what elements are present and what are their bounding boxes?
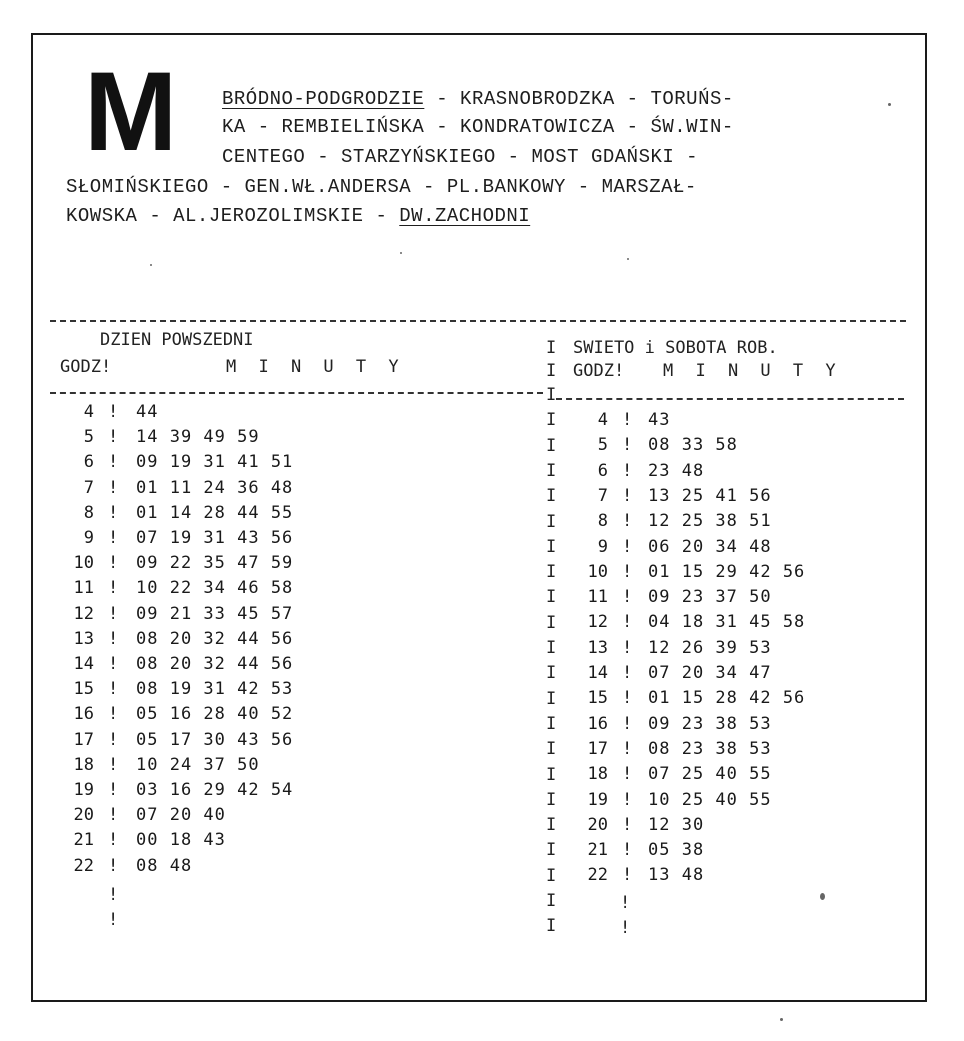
separator-bang: ! <box>108 502 119 523</box>
hour-cell: 14 <box>587 663 608 683</box>
hour-cell: 14 <box>73 654 94 674</box>
column-divider-mark: I <box>546 638 557 658</box>
column-divider-mark: I <box>546 536 557 557</box>
separator-bang: ! <box>108 805 119 826</box>
separator-bang: ! <box>108 855 119 876</box>
column-divider-mark: I <box>546 460 557 481</box>
weekday-title: DZIEN POWSZEDNI <box>100 330 254 350</box>
minutes-cell: 13 25 41 56 <box>648 485 772 506</box>
minutes-cell: 05 17 30 43 56 <box>136 729 294 750</box>
minutes-cell: 10 22 34 46 58 <box>136 578 294 599</box>
hour-cell: 10 <box>73 553 94 574</box>
separator-bang: ! <box>622 865 633 886</box>
minutes-cell: 09 21 33 45 57 <box>136 603 294 624</box>
minutes-cell: 07 25 40 55 <box>648 764 772 785</box>
column-divider-mark: I <box>546 891 557 911</box>
separator-bang: ! <box>108 830 119 851</box>
minutes-cell: 01 14 28 44 55 <box>136 502 294 523</box>
hour-cell: 19 <box>587 789 608 810</box>
hour-cell: 8 <box>83 502 94 523</box>
separator-bang: ! <box>622 688 633 709</box>
minutes-cell: 08 48 <box>136 855 193 876</box>
column-divider-mark: I <box>546 789 557 810</box>
route-start-stop: BRÓDNO-PODGRODZIE <box>222 88 425 110</box>
route-line-2: KA - REMBIELIŃSKA - KONDRATOWICZA - ŚW.WIN- <box>222 116 734 138</box>
minutes-cell: 43 <box>648 410 671 430</box>
hour-cell: 7 <box>597 485 608 506</box>
line-letter: M <box>84 49 176 174</box>
hour-cell: 17 <box>73 729 94 750</box>
minutes-cell: 13 48 <box>648 865 705 886</box>
minutes-cell: 14 39 49 59 <box>136 427 260 448</box>
column-divider-mark: I <box>546 511 557 532</box>
column-divider-mark: I <box>546 385 557 405</box>
separator-bang: ! <box>622 612 633 633</box>
minutes-cell: 09 23 38 53 <box>648 713 772 734</box>
hour-cell: 5 <box>83 427 94 448</box>
paper-speck <box>888 103 891 106</box>
hour-cell: 11 <box>587 587 608 608</box>
column-divider-mark: I <box>546 612 557 633</box>
separator-bang: ! <box>622 460 633 481</box>
column-divider-mark: I <box>546 916 557 937</box>
minutes-cell: 10 24 37 50 <box>136 754 260 775</box>
minutes-cell: 09 23 37 50 <box>648 587 772 608</box>
column-divider-mark: I <box>546 739 557 760</box>
hour-cell: 19 <box>73 780 94 800</box>
minutes-cell: 08 23 38 53 <box>648 738 772 759</box>
hour-cell: 9 <box>83 528 94 548</box>
separator-bang: ! <box>108 477 119 498</box>
minutes-cell: 01 11 24 36 48 <box>136 477 294 498</box>
separator-bang: ! <box>108 780 119 800</box>
separator-bang: ! <box>622 663 633 683</box>
minutes-cell: 07 20 34 47 <box>648 663 772 683</box>
separator-bang: ! <box>108 679 119 700</box>
holiday-tail-bang-2: ! <box>620 918 631 938</box>
route-line-5-start: KOWSKA - AL.JEROZOLIMSKIE - <box>66 205 400 227</box>
separator-bang: ! <box>108 528 119 548</box>
route-end-stop: DW.ZACHODNI <box>399 205 531 227</box>
column-divider-mark: I <box>546 865 557 886</box>
minutes-cell: 00 18 43 <box>136 830 226 851</box>
hour-cell: 18 <box>73 754 94 775</box>
holiday-minutes-label: M I N U T Y <box>663 361 842 381</box>
separator-bang: ! <box>622 764 633 785</box>
holiday-title: SWIETO i SOBOTA ROB. <box>573 338 778 358</box>
weekday-tail-bang-1: ! <box>108 885 119 905</box>
column-divider-mark: I <box>546 663 557 684</box>
separator-bang: ! <box>108 402 119 422</box>
minutes-cell: 01 15 28 42 56 <box>648 688 806 709</box>
minutes-cell: 08 33 58 <box>648 435 738 456</box>
separator-bang: ! <box>108 628 119 649</box>
minutes-cell: 09 19 31 41 51 <box>136 452 294 473</box>
minutes-cell: 12 30 <box>648 814 705 835</box>
minutes-cell: 44 <box>136 402 159 422</box>
separator-bang: ! <box>108 553 119 574</box>
separator-bang: ! <box>622 840 633 861</box>
hour-cell: 13 <box>73 628 94 649</box>
hour-cell: 11 <box>73 578 94 599</box>
minutes-cell: 03 16 29 42 54 <box>136 780 294 800</box>
separator-bang: ! <box>108 729 119 750</box>
column-divider-mark: I <box>546 486 557 507</box>
separator-bang: ! <box>622 410 633 430</box>
hour-cell: 6 <box>597 460 608 481</box>
header-bar-2: I <box>546 361 557 381</box>
column-divider-mark: I <box>546 713 557 734</box>
hour-cell: 18 <box>587 764 608 785</box>
minutes-cell: 10 25 40 55 <box>648 789 772 810</box>
separator-bang: ! <box>622 435 633 456</box>
route-line-3: CENTEGO - STARZYŃSKIEGO - MOST GDAŃSKI - <box>222 146 699 168</box>
hour-cell: 8 <box>597 511 608 532</box>
minutes-cell: 09 22 35 47 59 <box>136 553 294 574</box>
route-line-1 <box>222 88 734 110</box>
hour-cell: 20 <box>73 805 94 826</box>
hour-cell: 20 <box>587 814 608 835</box>
paper-speck <box>627 258 629 260</box>
separator-bang: ! <box>622 587 633 608</box>
separator-bang: ! <box>108 578 119 599</box>
separator-bang: ! <box>108 704 119 725</box>
separator-bang: ! <box>108 603 119 624</box>
holiday-tail-bang-1: ! <box>620 893 631 913</box>
separator-bang: ! <box>108 654 119 674</box>
hour-cell: 22 <box>587 865 608 886</box>
weekday-hour-label: GODZ! <box>60 357 112 377</box>
minutes-cell: 23 48 <box>648 460 705 481</box>
weekday-tail-bang-2: ! <box>108 910 119 930</box>
hour-cell: 21 <box>73 830 94 851</box>
column-divider-mark: I <box>546 435 557 456</box>
weekday-dashed-rule <box>50 392 543 394</box>
minutes-cell: 05 16 28 40 52 <box>136 704 294 725</box>
hour-cell: 4 <box>83 402 94 422</box>
separator-bang: ! <box>108 452 119 473</box>
hour-cell: 12 <box>587 612 608 633</box>
separator-bang: ! <box>622 485 633 506</box>
separator-bang: ! <box>622 637 633 658</box>
hour-cell: 9 <box>597 536 608 557</box>
minutes-cell: 04 18 31 45 58 <box>648 612 806 633</box>
column-divider-mark: I <box>546 688 557 709</box>
paper-speck <box>400 252 402 254</box>
minutes-cell: 07 20 40 <box>136 805 226 826</box>
column-divider-mark: I <box>546 815 557 836</box>
header-bar-1: I <box>546 338 557 358</box>
minutes-cell: 05 38 <box>648 840 705 861</box>
paper-speck <box>820 893 825 900</box>
column-divider-mark: I <box>546 587 557 608</box>
separator-bang: ! <box>108 427 119 448</box>
hour-cell: 22 <box>73 855 94 876</box>
separator-bang: ! <box>622 789 633 810</box>
paper-speck <box>150 264 152 266</box>
minutes-cell: 08 20 32 44 56 <box>136 654 294 674</box>
separator-bang: ! <box>622 713 633 734</box>
hour-cell: 17 <box>587 738 608 759</box>
hour-cell: 15 <box>73 679 94 700</box>
route-line-1-rest: - KRASNOBRODZKA - TORUŃS- <box>424 88 734 110</box>
hour-cell: 21 <box>587 840 608 861</box>
hour-cell: 10 <box>587 561 608 582</box>
column-divider-mark: I <box>546 840 557 861</box>
separator-bang: ! <box>622 814 633 835</box>
hour-cell: 6 <box>83 452 94 473</box>
hour-cell: 13 <box>587 637 608 658</box>
minutes-cell: 12 25 38 51 <box>648 511 772 532</box>
paper-speck <box>780 1018 783 1021</box>
hour-cell: 16 <box>73 704 94 725</box>
separator-bang: ! <box>108 754 119 775</box>
separator-bang: ! <box>622 536 633 557</box>
holiday-hour-label: GODZ! <box>573 361 625 381</box>
column-divider-mark: I <box>546 410 557 431</box>
hour-cell: 12 <box>73 603 94 624</box>
weekday-minutes-label: M I N U T Y <box>226 357 405 377</box>
minutes-cell: 06 20 34 48 <box>648 536 772 557</box>
hour-cell: 5 <box>597 435 608 456</box>
separator-bang: ! <box>622 561 633 582</box>
hour-cell: 4 <box>597 410 608 430</box>
route-line-4: SŁOMIŃSKIEGO - GEN.WŁ.ANDERSA - PL.BANKOWY - MARSZAŁ- <box>66 176 697 198</box>
separator-bang: ! <box>622 738 633 759</box>
holiday-dashed-rule <box>556 398 904 400</box>
hour-cell: 15 <box>587 688 608 709</box>
minutes-cell: 01 15 29 42 56 <box>648 561 806 582</box>
top-dashed-rule <box>50 320 906 322</box>
minutes-cell: 07 19 31 43 56 <box>136 528 294 548</box>
minutes-cell: 12 26 39 53 <box>648 637 772 658</box>
column-divider-mark: I <box>546 562 557 583</box>
hour-cell: 16 <box>587 713 608 734</box>
route-line-5 <box>66 205 530 227</box>
separator-bang: ! <box>622 511 633 532</box>
hour-cell: 7 <box>83 477 94 498</box>
minutes-cell: 08 20 32 44 56 <box>136 628 294 649</box>
column-divider-mark: I <box>546 764 557 785</box>
minutes-cell: 08 19 31 42 53 <box>136 679 294 700</box>
